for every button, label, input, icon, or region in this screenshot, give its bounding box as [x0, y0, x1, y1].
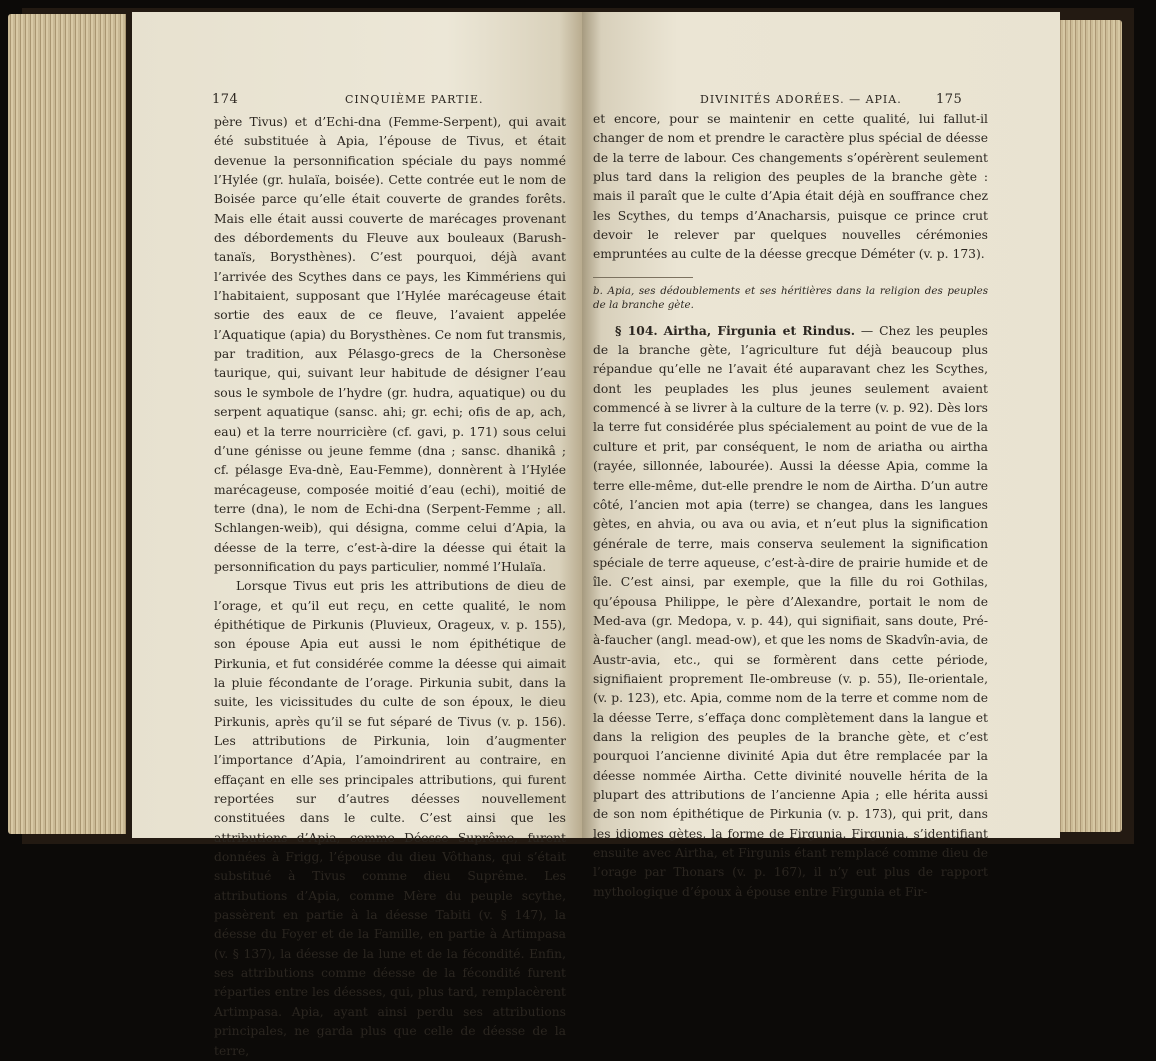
- left-page: [132, 12, 582, 1058]
- section-number: § 104.: [615, 322, 658, 338]
- right-body-text: [593, 110, 988, 902]
- footnote-rule: [593, 277, 693, 278]
- right-running-head: DIVINITÉS ADORÉES. — APIA.: [700, 93, 902, 106]
- left-paragraph-1: père Tivus) et d’Echi-dna (Femme-Serpent), qui avait été substituée à Apia, l’épouse de Tivus, et était devenue la personnification spéciale du pays nommé l’Hylée (gr. hulaïa, boisée). Cette contrée eut le nom de Boisée parce qu’elle était couverte de grandes forêts. Mais elle était aussi couverte de marécages provenant des débordements du Fleuve aux bouleaux (Barush-tanaïs, Borysthènes). C’est pourquoi, déjà avant l’arrivée des Scythes dans ce pays, les Kimmériens qui l’habitaient, supposant que l’Hylée marécageuse était sortie des eaux de ce fleuve, l’avaient appelée l’Aquatique (apia) du Borysthènes. Ce nom fut transmis, par tradition, aux Pélasgo-grecs de la Chersonèse taurique, qui, suivant leur habitude de désigner l’eau sous le symbole de l’hydre (gr. hudra, aquatique) ou du serpent aquatique (sansc. ahi; gr. echi; ofis de ap, ach, eau) et la terre nourricière (cf. gavi, p. 171) sous celui d’une génisse ou jeune femme (dna ; sansc. dhanikâ ; cf. pélasge Eva-dnè, Eau-Femme), donnèrent à l’Hylée marécageuse, composée moitié d’eau (echi), moitié de terre (dna), le nom de Echi-dna (Serpent-Femme ; all. Schlangen-weib), qui désigna, comme celui d’Apia, la déesse de la terre, c’est-à-dire la déesse qui était la personnification du pays particulier, nommé l’Hulaïa.: [214, 115, 566, 574]
- left-page-edges: [8, 14, 126, 834]
- section-paragraph: [593, 321, 988, 902]
- section-text: — Chez les peuples de la branche gète, l’agriculture fut déjà beaucoup plus répandue qu’elle ne l’avait été auparavant chez les Scythes, dont les peuplades les plus jeunes seulement avaient commencé à se livrer à la culture de la terre (v. p. 92). Dès lors la terre fut considérée plus spécialement au point de vue de la culture et prit, par conséquent, le nom de ariatha ou airtha (rayée, sillonnée, labourée). Aussi la déesse Apia, comme la terre elle-même, dut-elle prendre le nom de Airtha. D’un autre côté, l’ancien mot apia (terre) se changea, dans les langues gètes, en ahvia, ou ava ou avia, et n’eut plus la signification générale de terre, mais conserva seulement la signification spéciale de terre aqueuse, c’est-à-dire de prairie humide et de île. C’est ainsi, par exemple, que la fille du roi Gothilas, qu’épousa Philippe, le père d’Alexandre, portait le nom de Med-ava (gr. Medopa, v. p. 44), qui signifiait, sans doute, Pré-à-faucher (angl. mead-ow), et que les noms de Skadvîn-avia, de Austr-avia, etc., qui se formèrent dans cette période, signifiaient proprement Ile-ombreuse (v. p. 55), Ile-orientale, (v. p. 123), etc. Apia, comme nom de la terre et comme nom de la déesse Terre, s’effaça donc complètement dans la langue et dans la religion des peuples de la branche gète, et c’est pourquoi l’ancienne divinité Apia dut être remplacée par la déesse nommée Airtha. Cette divinité nouvelle hérita de la plupart des attributions de l’ancienne Apia ; elle hérita aussi de son nom épithétique de Pirkunia (v. p. 173), qui prit, dans les idiomes gètes, la forme de Firgunia. Firgunia, s’identifiant ensuite avec Airtha, et Firgunis étant remplacé comme dieu de l’orage par Thonars (v. p. 167), il n’y eut plus de rapport mythologique d’époux à épouse entre Firgunia et Fir-: [593, 323, 989, 899]
- section-title: Airtha, Firgunia et Rindus.: [663, 322, 856, 338]
- right-page-number: 175: [936, 92, 963, 107]
- left-body-text: [214, 113, 566, 1061]
- left-paragraph-2: Lorsque Tivus eut pris les attributions de dieu de l’orage, et qu’il eut reçu, en cette qualité, le nom épithétique de Pirkunis (Pluvieux, Orageux, v. p. 155), son épouse Apia eut aussi le nom épithétique de Pirkunia, et fut considérée comme la déesse qui aimait la pluie fécondante de l’orage. Pirkunia subit, dans la suite, les vicissitudes du culte de son époux, le dieu Pirkunis, après qu’il se fut séparé de Tivus (v. p. 156). Les attributions de Pirkunia, loin d’augmenter l’importance d’Apia, l’amoindrirent au contraire, en effaçant en elle ses principales attributions, qui furent reportées sur d’autres déesses nouvellement constituées dans le culte. C’est ainsi que les attributions d’Apia, comme Déesse Suprême, furent données à Frigg, l’épouse du dieu Vôthans, qui s’était substitué à Tivus comme dieu Suprême. Les attributions d’Apia, comme Mère du peuple scythe, passèrent en partie à la déesse Tabiti (v. § 147), la déesse du Foyer et de la Famille, en partie à Artimpasa (v. § 137), la déesse de la lune et de la fécondité. Enfin, ses attributions comme déesse de la fécondité furent réparties entre les déesses, qui, plus tard, remplacèrent Artimpasa. Apia, ayant ainsi perdu ses attributions principales, ne garda plus que celle de déesse de la terre,: [214, 579, 566, 1058]
- left-page-number: 174: [212, 92, 239, 107]
- right-paragraph-1: et encore, pour se maintenir en cette qualité, lui fallut-il changer de nom et prendre le caractère plus spécial de déesse de la terre de labour. Ces changements s’opérèrent seulement plus tard dans la religion des peuples de la branche gète : mais il paraît que le culte d’Apia était déjà en souffrance chez les Scythes, du temps d’Anacharsis, puisque ce prince crut devoir le relever par quelques nouvelles cérémonies empruntées au culte de la déesse grecque Déméter (v. p. 173).: [593, 112, 988, 262]
- left-running-head: CINQUIÈME PARTIE.: [345, 93, 484, 106]
- footnote: [593, 277, 988, 312]
- footnote-text: b. Apia, ses dédoublements et ses héritières dans la religion des peuples de la branche gète.: [593, 284, 988, 311]
- right-page: [582, 12, 1060, 899]
- right-page-edges: [1058, 20, 1122, 832]
